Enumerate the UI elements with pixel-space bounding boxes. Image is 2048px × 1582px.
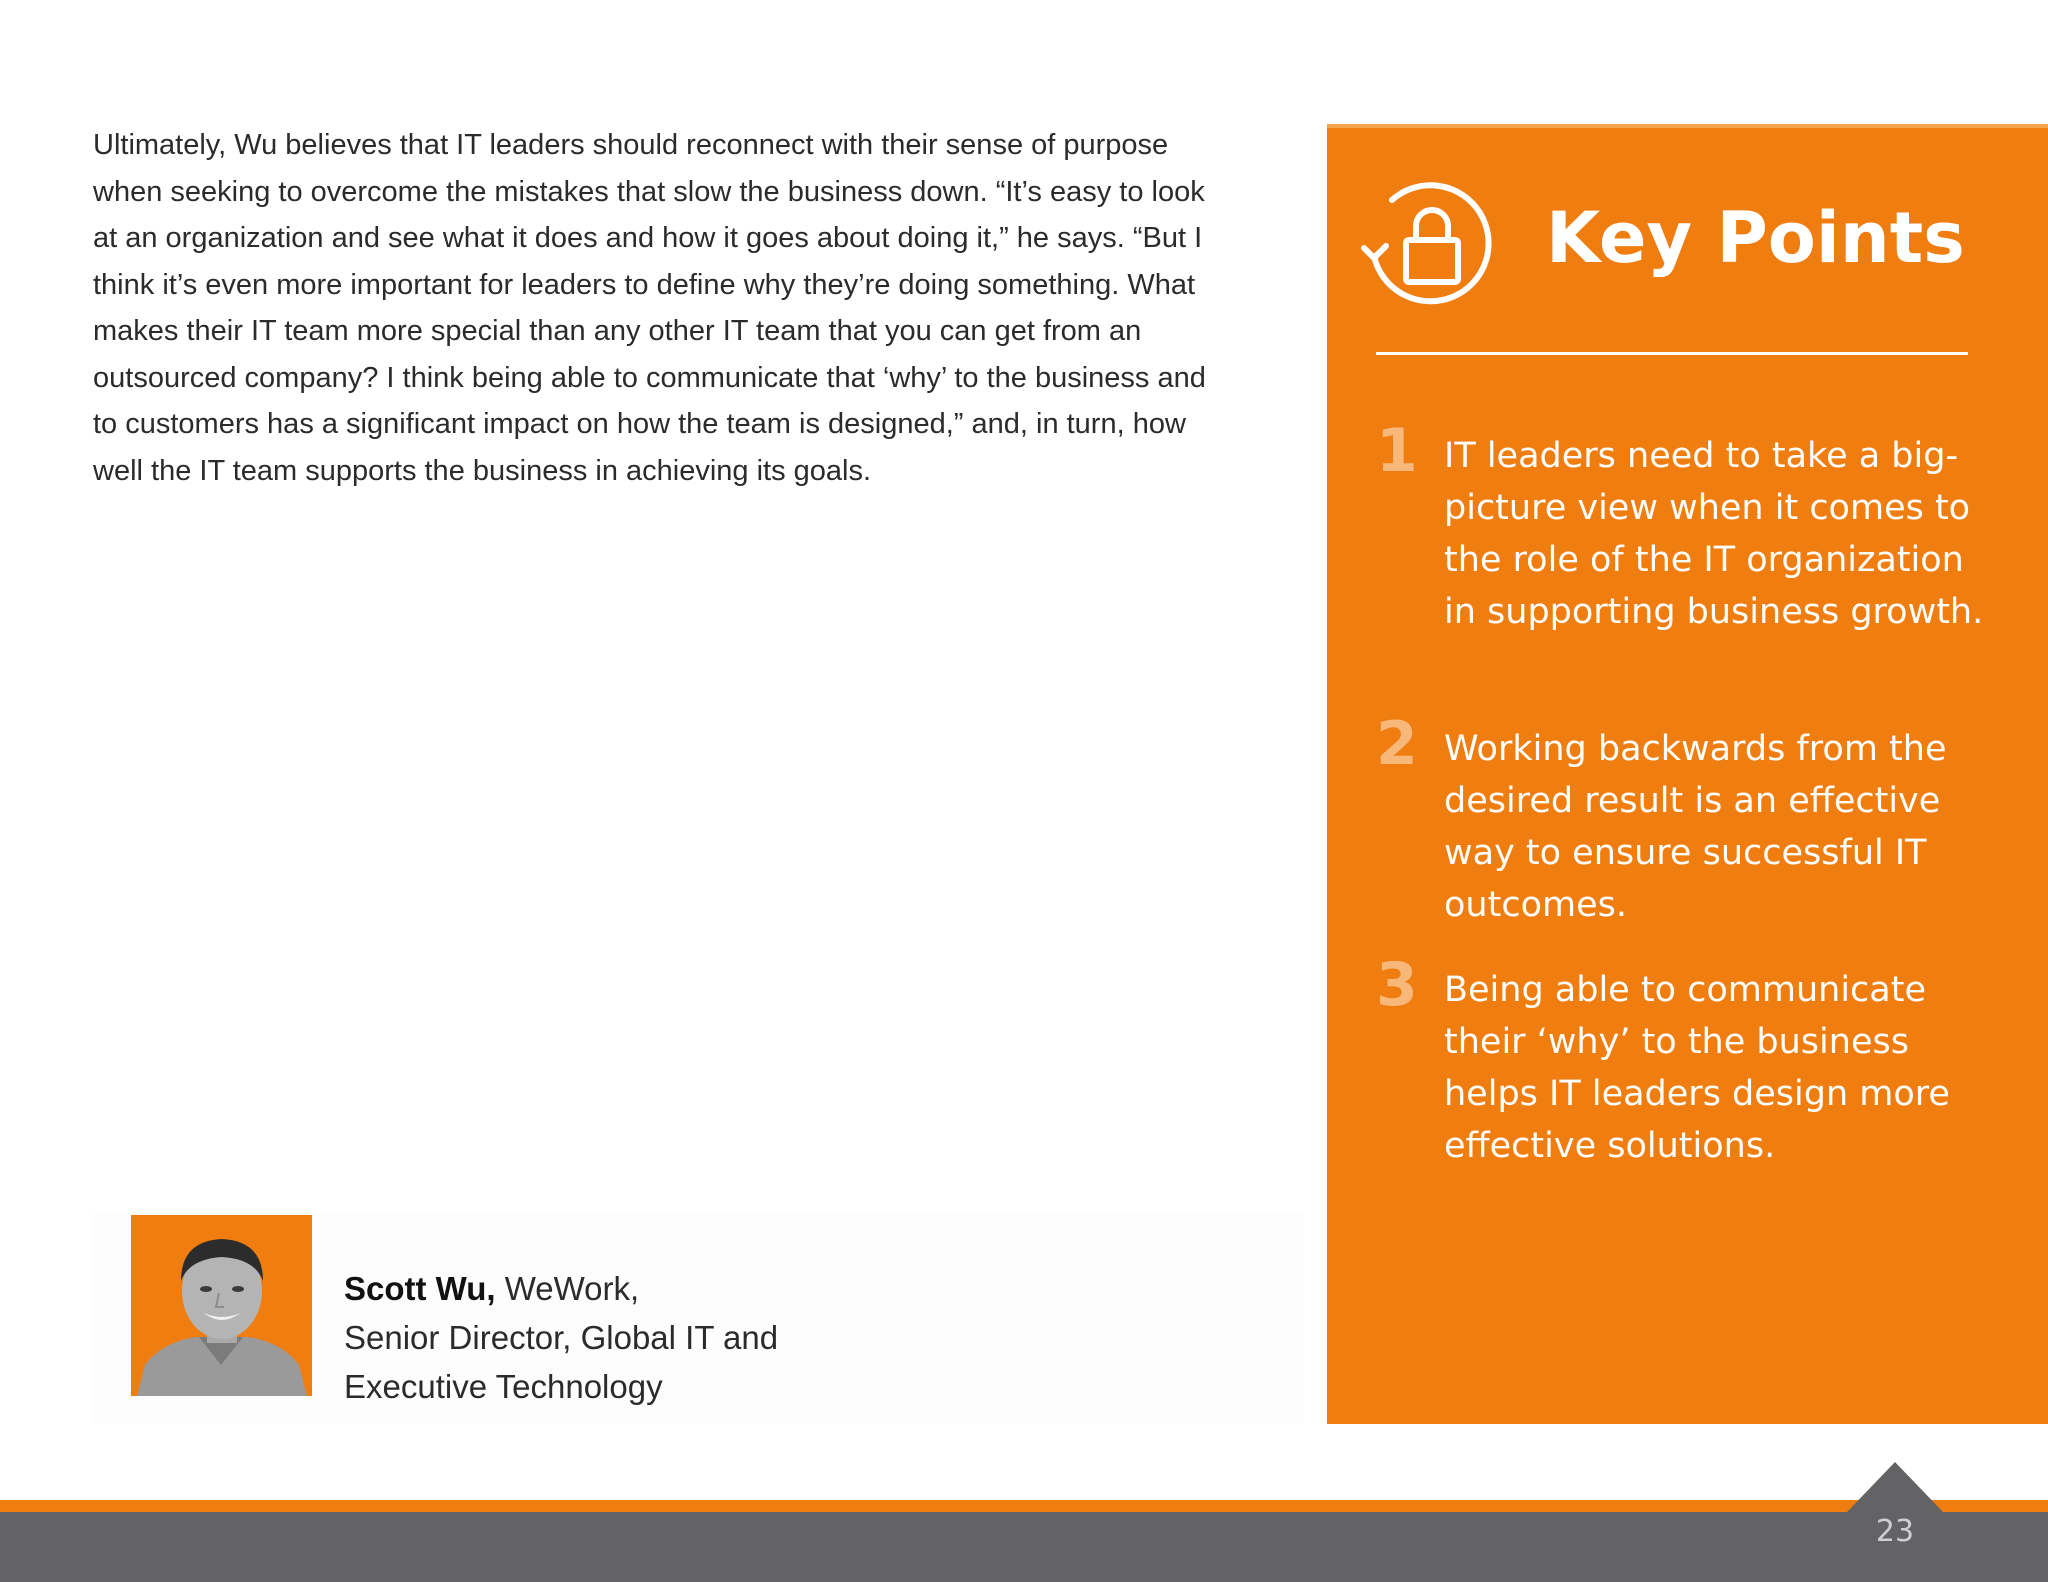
key-point-number: 1 <box>1376 416 1418 486</box>
page-number: 23 <box>1875 1514 1915 1549</box>
key-point-number: 3 <box>1376 950 1418 1020</box>
footer-accent-stripe <box>0 1500 2048 1512</box>
person-photo-icon <box>131 1215 312 1396</box>
body-paragraph: Ultimately, Wu believes that IT leaders should reconnect with their sense of purpose when seeking to overcome the mistakes that slow the business down. “It’s easy to look at an organization and see what it does and how it goes about doing it,” he says. “But I think it’s even more important for leaders to define why they’re doing something. What makes their IT team more special than any other IT team that you can get from an outsourced company? I think being able to communicate that ‘why’ to the business and to customers has a significant impact on how the team is designed,” and, in turn, how well the IT team supports the business in achieving its goals. <box>93 129 1206 487</box>
author-info <box>344 1264 778 1411</box>
key-points-title: Key Points <box>1546 197 1965 279</box>
footer-bar <box>0 1512 2048 1582</box>
page-tab <box>1847 1462 1943 1512</box>
author-name-line <box>344 1264 778 1313</box>
key-points-divider <box>1376 352 1968 355</box>
refresh-lock-icon <box>1360 170 1505 315</box>
author-name: Scott Wu, <box>344 1270 496 1307</box>
key-point-text: Being able to communicate their ‘why’ to the business helps IT leaders design more effective solutions. <box>1444 970 1950 1166</box>
avatar <box>131 1215 312 1396</box>
author-title-line-1: Senior Director, Global IT and <box>344 1319 779 1356</box>
key-point-text: IT leaders need to take a big-picture view when it comes to the role of the IT organization in supporting business growth. <box>1444 436 1984 632</box>
author-company: WeWork, <box>495 1270 640 1307</box>
author-title-line-2: Executive Technology <box>344 1368 663 1405</box>
key-point-number: 2 <box>1376 709 1418 779</box>
key-point-text: Working backwards from the desired result is an effective way to ensure successful IT outcomes. <box>1444 729 1947 925</box>
